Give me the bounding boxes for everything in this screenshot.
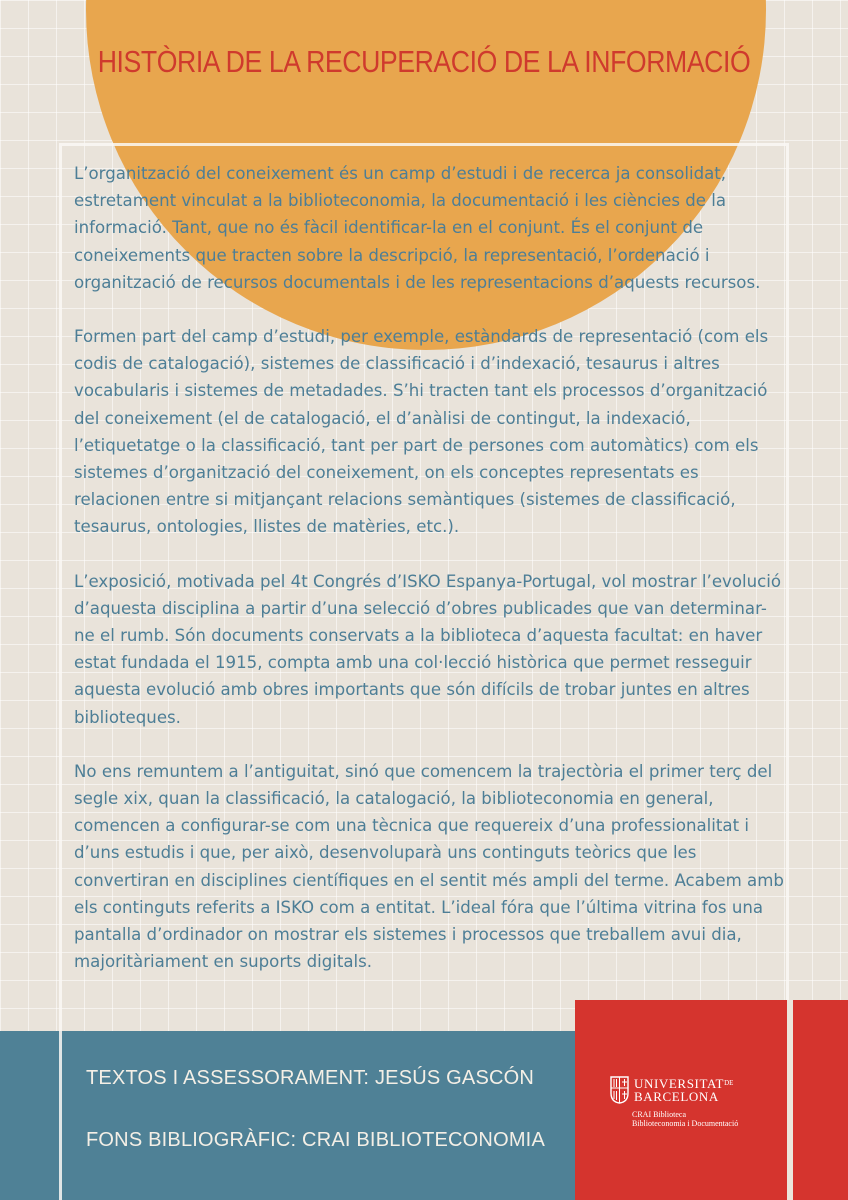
body-text [74, 160, 784, 1002]
paragraph-1: L’organització del coneixement és un camp d’estudi i de recerca ja consolidat, estretament vinculat a la biblioteconomia, la documentació i les ciències de la informació. Tant, que no és fàcil identificar-la en el conjunt. És el conjunt de coneixements que tracten sobre la descripció, la representació, l’ordenació i organització de recursos documentals i de les representacions d’aquests recursos. [74, 164, 761, 292]
frame-edge-right [787, 1000, 793, 1200]
university-name: $UNIVERSITAT^{DE}$ BARCELONA [634, 1076, 734, 1104]
frame-edge [59, 1031, 62, 1200]
shield-icon [610, 1076, 629, 1104]
credit-fons: FONS BIBLIOGRÀFIC: CRAI BIBLIOTECONOMIA [86, 1129, 545, 1151]
paragraph-2: Formen part del camp d’estudi, per exemple, estàndards de representació (com els codis de catalogació), sistemes de classificació i d’indexació, tesaurus i altres vocabularis i sistemes de metadades. S’hi tracten tant els processos d’organització del coneixement (el de catalogació, el d’anàlisi de contingut, la indexació, l’etiquetatge o la classificació, tant per part de persones com automàtics) com els sistemes d’organització del coneixement, on els conceptes representats es relacionen entre si mitjançant relacions semàntiques (sistemes de classificació, tesaurus, ontologies, llistes de matèries, etc.). [74, 327, 769, 537]
credit-texts: TEXTOS I ASSESSORAMENT: JESÚS GASCÓN [86, 1067, 535, 1089]
paragraph-3: L’exposició, motivada pel 4t Congrés d’ISKO Espanya-Portugal, vol mostrar l’evolució d’aquesta disciplina a partir d’una selecció d’obres publicades que van determinar-ne el rumb. Són documents conservats a la biblioteca d’aquesta facultat: en haver estat fundada el 1915, compta amb una col·lecció històrica que permet resseguir aquesta evolució amb obres importants que són difícils de trobar juntes en altres biblioteques. [74, 571, 782, 727]
page-title: HISTÒRIA DE LA RECUPERACIÓ DE LA INFORMACIÓ [97, 44, 751, 79]
paragraph-4: No ens remuntem a l’antiguitat, sinó que comencem la trajectòria el primer terç del segle xix, quan la classificació, la catalogació, la biblioteconomia en general, comencen a configurar-se com una tècnica que requereix d’una professionalitat i d’uns estudis i que, per això, desenvoluparà uns continguts teòrics que les convertiran en disciplines científiques en el sentit més ampli del terme. Acabem amb els continguts referits a ISKO com a entitat. L’ideal fóra que l’última vitrina fos una pantalla d’ordinador on mostrar els sistemes i processos que treballem avui dia, majoritàriament en suports digitals. [74, 761, 784, 972]
library-subtitle: CRAI Biblioteca Biblioteconomia i Documentació [632, 1110, 739, 1128]
